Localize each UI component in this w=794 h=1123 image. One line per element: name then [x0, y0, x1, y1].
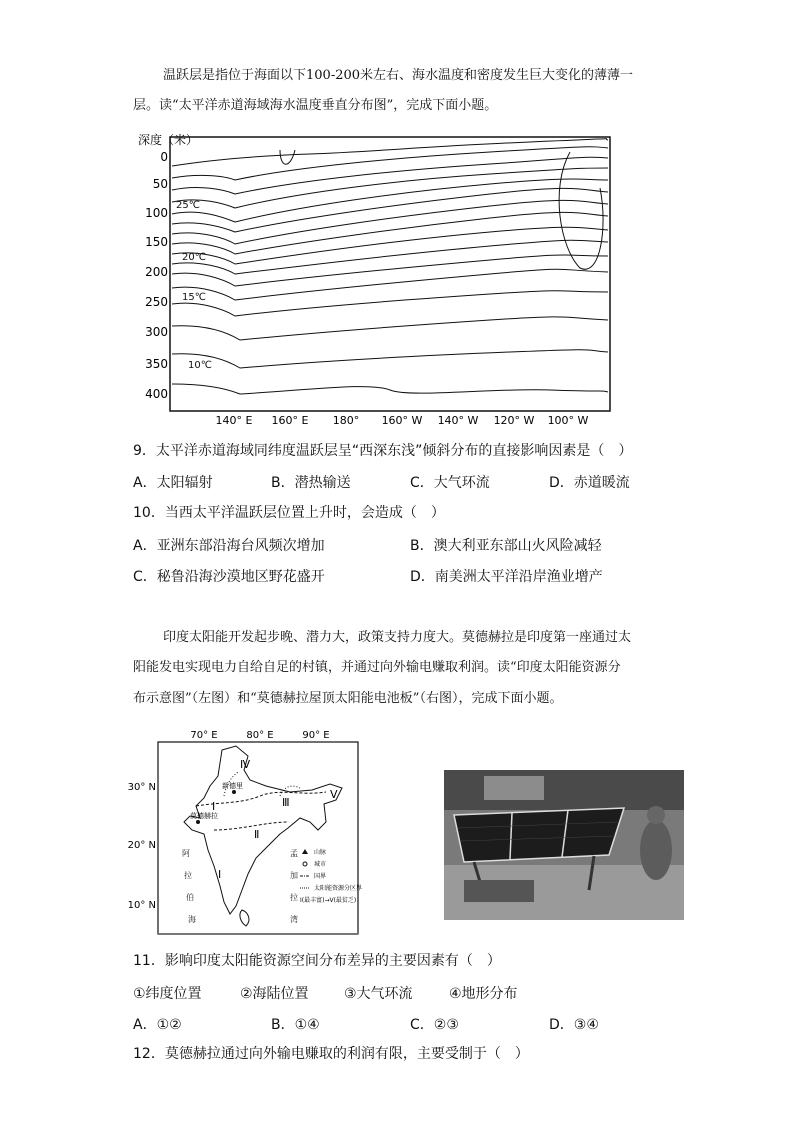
passage1-line2: 层。读“太平洋赤道海域海水温度垂直分布图”，完成下面小题。 [133, 98, 498, 113]
passage2-line3: 布示意图”（左图）和“莫德赫拉屋顶太阳能电池板”（右图），完成下面小题。 [133, 691, 563, 706]
ytick: 0 [160, 150, 168, 164]
region-label: Ⅰ [218, 868, 222, 881]
isotherm-label: 10℃ [188, 360, 212, 371]
isotherm-label: 20℃ [182, 252, 206, 263]
region-label: Ⅴ [330, 788, 338, 801]
sea-label: 阿 [182, 849, 190, 858]
city-label: 新德里 [222, 782, 243, 790]
q11-factor-2: ②海陆位置 [240, 986, 309, 1002]
q10-option-b[interactable]: B．澳大利亚东部山火风险减轻 [410, 538, 602, 554]
region-label: Ⅰ [212, 800, 216, 813]
ytick: 300 [145, 325, 168, 339]
xtick: 160° W [381, 414, 423, 427]
xtick: 140° E [215, 414, 253, 427]
lon-label: 70° E [190, 730, 218, 741]
legend-item: 城市 [314, 861, 327, 868]
lat-label: 20° N [127, 840, 156, 851]
sea-label: 海 [188, 915, 196, 924]
lat-label: 10° N [127, 900, 156, 911]
xtick: 160° E [271, 414, 309, 427]
passage1-line1: 温跃层是指位于海面以下100-200米左右、海水温度和密度发生巨大变化的薄薄一 [163, 68, 634, 83]
ytick: 250 [145, 295, 168, 309]
q9-stem: 9．太平洋赤道海域同纬度温跃层呈“西深东浅”倾斜分布的直接影响因素是（ ） [133, 443, 633, 459]
ytick: 100 [145, 206, 168, 220]
ytick: 200 [145, 265, 168, 279]
sea-label: 孟 [290, 849, 298, 858]
sea-label: 湾 [290, 915, 298, 924]
temperature-profile-figure [130, 128, 620, 427]
ytick: 150 [145, 235, 168, 249]
q10-option-c[interactable]: C．秘鲁沿海沙漠地区野花盛开 [133, 569, 325, 585]
india-solar-map [127, 726, 380, 938]
q12-stem: 12．莫德赫拉通过向外输电赚取的利润有限，主要受制于（ ） [133, 1046, 529, 1062]
sea-label: 加 [290, 871, 298, 880]
q10-stem: 10．当西太平洋温跃层位置上升时，会造成（ ） [133, 505, 445, 521]
city-label: 莫德赫拉 [190, 812, 218, 820]
q11-option-b[interactable]: B．①④ [271, 1017, 320, 1033]
sea-label: 拉 [290, 893, 298, 902]
q11-factor-4: ④地形分布 [449, 986, 518, 1002]
ytick: 400 [145, 387, 168, 401]
sea-label: 伯 [186, 893, 194, 902]
q11-option-c[interactable]: C．②③ [410, 1017, 459, 1033]
q11-factor-1: ①纬度位置 [133, 986, 202, 1002]
q9-option-c[interactable]: C．大气环流 [410, 475, 490, 491]
ytick: 350 [145, 357, 168, 371]
xtick: 180° [332, 414, 360, 427]
q11-stem: 11．影响印度太阳能资源空间分布差异的主要因素有（ ） [133, 953, 501, 969]
q11-factor-3: ③大气环流 [344, 986, 413, 1002]
lat-label: 30° N [127, 782, 156, 793]
figure1-ylabel: 深度（米） [138, 133, 199, 147]
legend-item: 太阳能资源分区界 [314, 885, 363, 892]
q10-option-a[interactable]: A．亚洲东部沿海台风频次增加 [133, 538, 325, 554]
q11-option-d[interactable]: D．③④ [549, 1017, 599, 1033]
xtick: 140° W [437, 414, 479, 427]
legend-item: Ⅰ(最丰富)→Ⅴ(最贫乏) [300, 897, 357, 904]
rooftop-solar-panel-photo [444, 770, 684, 920]
legend-item: 山脉 [314, 849, 327, 856]
xtick: 120° W [493, 414, 535, 427]
isotherm-label: 25℃ [176, 200, 200, 211]
passage2-line1: 印度太阳能开发起步晚、潜力大，政策支持力度大。莫德赫拉是印度第一座通过太 [163, 630, 632, 645]
lon-label: 80° E [246, 730, 274, 741]
region-label: Ⅲ [282, 796, 290, 809]
xtick: 100° W [547, 414, 589, 427]
isotherm-label: 15℃ [182, 292, 206, 303]
q9-option-b[interactable]: B．潜热输送 [271, 475, 351, 491]
passage2-line2: 阳能发电实现电力自给自足的村镇，并通过向外输电赚取利润。读“印度太阳能资源分 [133, 660, 621, 675]
region-label: Ⅳ [240, 758, 251, 771]
q11-option-a[interactable]: A．①② [133, 1017, 182, 1033]
sea-label: 拉 [184, 871, 192, 880]
ytick: 50 [152, 177, 168, 191]
region-label: Ⅱ [254, 828, 260, 841]
legend-item: 国界 [314, 873, 327, 880]
q9-option-d[interactable]: D．赤道暖流 [549, 475, 630, 491]
q9-option-a[interactable]: A．太阳辐射 [133, 475, 213, 491]
lon-label: 90° E [302, 730, 330, 741]
q10-option-d[interactable]: D．南美洲太平洋沿岸渔业增产 [410, 569, 603, 585]
